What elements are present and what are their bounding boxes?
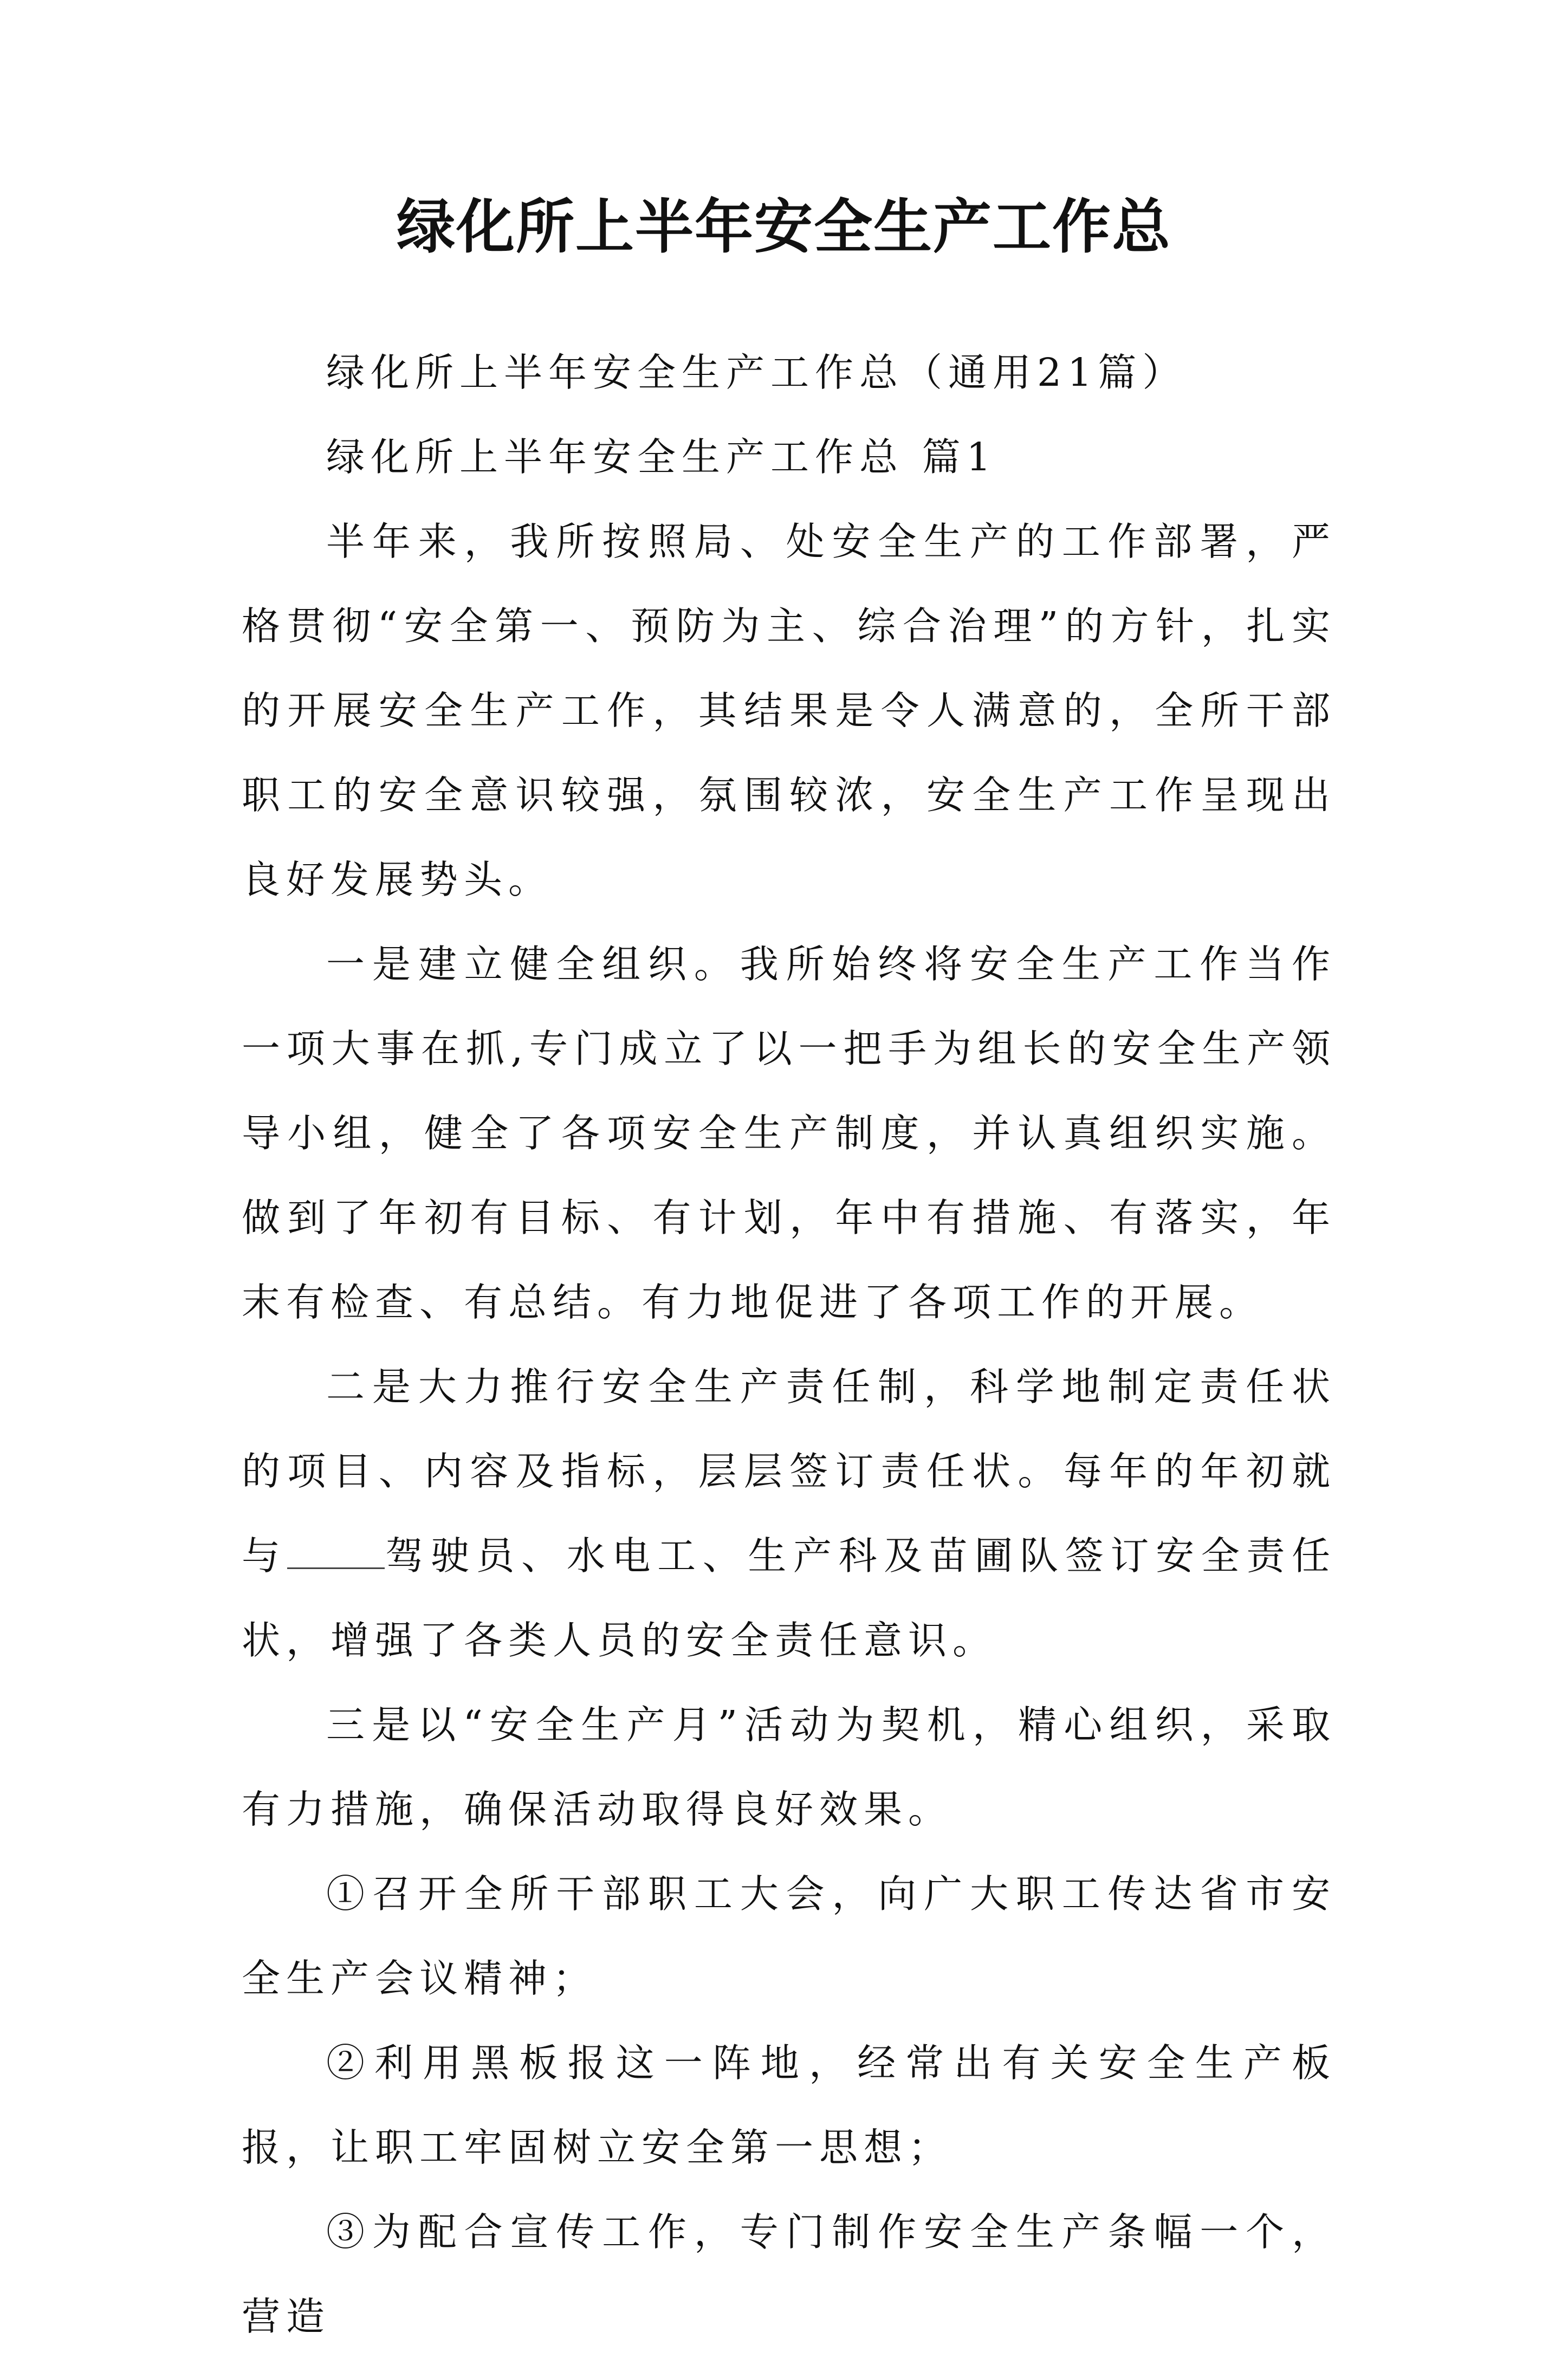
list-item-banner: ③为配合宣传工作，专门制作安全生产条幅一个，营造: [242, 2209, 1336, 2339]
paragraph-safety-month: 三是以“安全生产月”活动为契机，精心组织，采取有力措施，确保活动取得良好效果。: [242, 1702, 1336, 1832]
paragraph-responsibility-part1: 二是大力推行安全生产责任制，科学地制定责任状的项目、内容及指标，层层签订责任状。每年的年初就与: [242, 1364, 1336, 1578]
paragraph-intro: 半年来，我所按照局、处安全生产的工作部署，严格贯彻“安全第一、预防为主、综合治理”的方针，扎实的开展安全生产工作，其结果是令人满意的，全所干部职工的安全意识较强，氛围较浓，安全生产工作呈现出良好发展势头。: [242, 519, 1336, 902]
paragraph-responsibility: [242, 1345, 1336, 1683]
list-item-meeting: ①召开全所干部职工大会，向广大职工传达省市安全生产会议精神；: [242, 1871, 1336, 2001]
document-title: 绿化所上半年安全生产工作总: [396, 193, 1171, 261]
paragraph-organization: 一是建立健全组织。我所始终将安全生产工作当作一项大事在抓,专门成立了以一把手为组长的安全生产领导小组，健全了各项安全生产制度，并认真组织实施。做到了年初有目标、有计划，年中有措施、有落实，年末有检查、有总结。有力地促进了各项工作的开展。: [242, 942, 1336, 1325]
document-body: [242, 330, 1336, 2359]
fill-in-blank-line: [287, 1565, 385, 1569]
document-subtitle: 绿化所上半年安全生产工作总（通用21篇）: [326, 350, 1187, 395]
section-heading: 绿化所上半年安全生产工作总 篇1: [326, 435, 997, 479]
paragraph-responsibility-part2: 驾驶员、水电工、生产科及苗圃队签订安全责任状，增强了各类人员的安全责任意识。: [242, 1533, 1336, 1663]
list-item-blackboard: ②利用黑板报这一阵地，经常出有关安全生产板报，让职工牢固树立安全第一思想；: [242, 2040, 1336, 2170]
